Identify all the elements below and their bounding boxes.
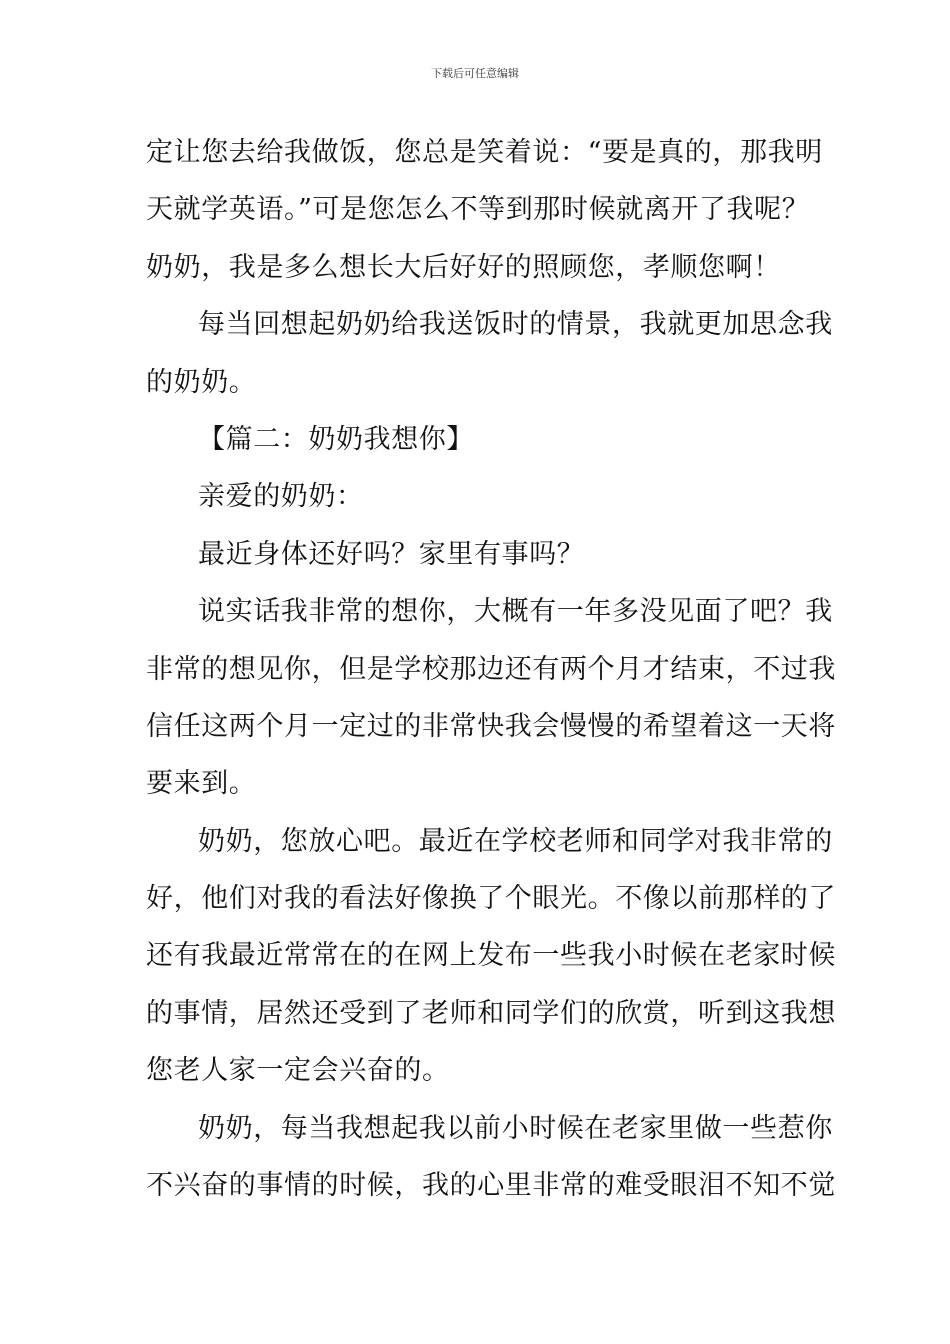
paragraph-start: 最近身体还好吗？家里有事吗？ [198,538,585,570]
text-line: 天就学英语。”可是您怎么不等到那时候就离开了我呢？ [146,194,810,226]
text-line: 不兴奋的事情的时候，我的心里非常的难受眼泪不知不觉 [146,1170,836,1202]
paragraph-start: 奶奶，每当我想起我以前小时候在老家里做一些惹你 [198,1112,833,1144]
section-heading: 【篇二：奶奶我想你】 [198,423,474,455]
text-line: 信任这两个月一定过的非常快我会慢慢的希望着这一天将 [146,710,836,742]
paragraph-start: 每当回想起奶奶给我送饭时的情景，我就更加思念我 [198,309,833,341]
text-line: 的事情，居然还受到了老师和同学们的欣赏，听到这我想 [146,997,836,1029]
paragraph-start: 说实话我非常的想你，大概有一年多没见面了吧？我 [198,596,833,628]
text-line: 您老人家一定会兴奋的。 [146,1055,450,1087]
text-line: 还有我最近常常在的在网上发布一些我小时候在老家时候 [146,940,836,972]
text-line: 奶奶，我是多么想长大后好好的照顾您，孝顺您啊！ [146,251,781,283]
document-body [146,124,836,1214]
text-line: 的奶奶。 [146,366,257,398]
text-line: 非常的想见你，但是学校那边还有两个月才结束，不过我 [146,653,836,685]
paragraph-start: 奶奶，您放心吧。最近在学校老师和同学对我非常的 [198,825,833,857]
text-line: 定让您去给我做饭，您总是笑着说：“要是真的，那我明 [146,137,823,168]
text-line: 好，他们对我的看法好像换了个眼光。不像以前那样的了 [146,883,836,915]
page-header: 下载后可任意编辑 [431,67,519,80]
text-line: 要来到。 [146,768,257,800]
letter-salutation: 亲爱的奶奶： [198,481,364,513]
